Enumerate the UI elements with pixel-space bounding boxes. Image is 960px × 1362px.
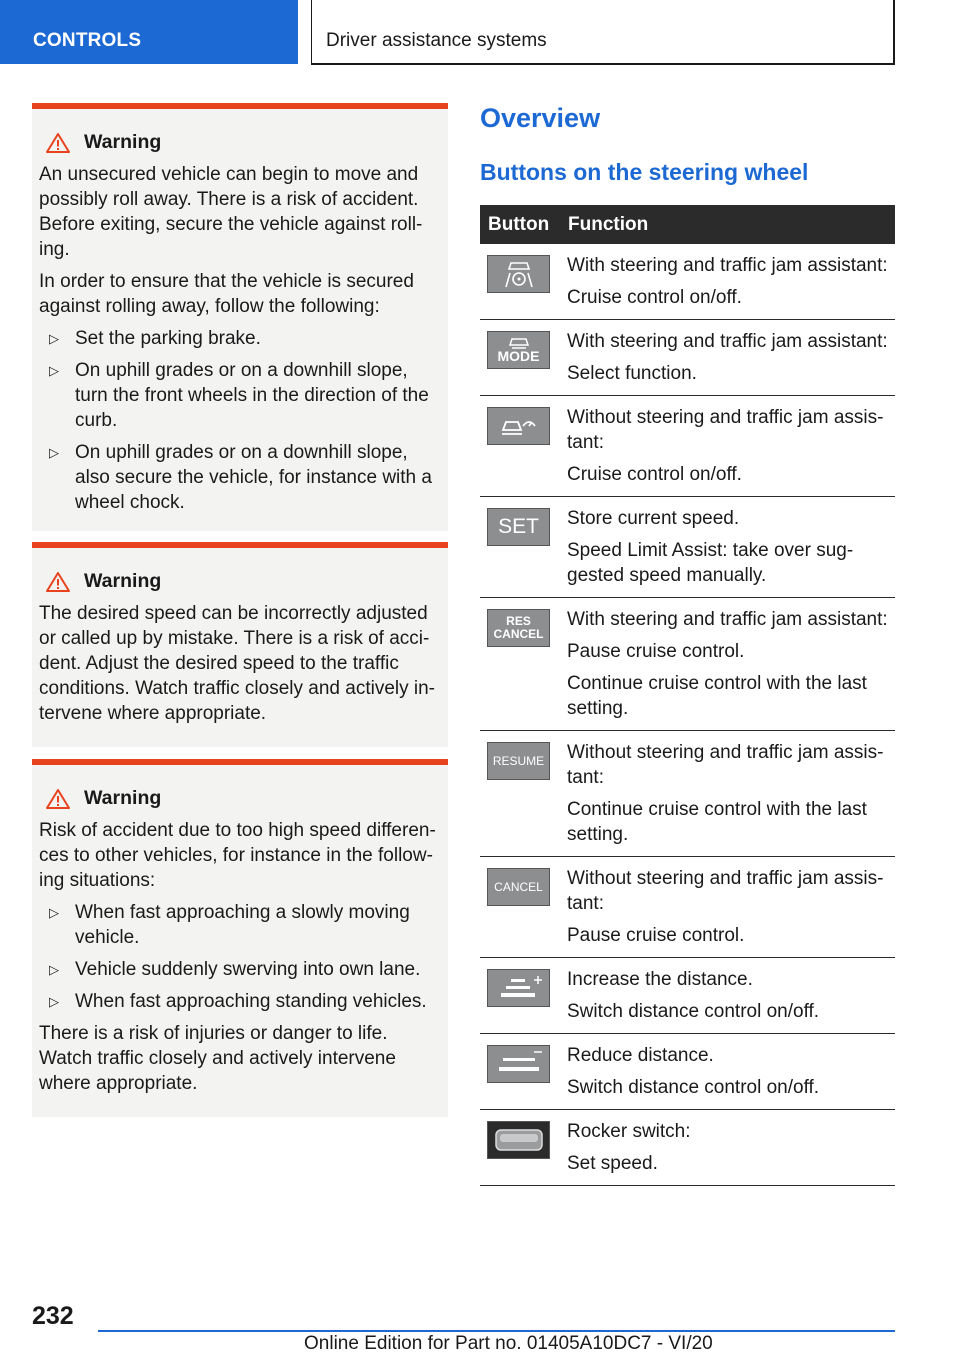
table-row (480, 857, 895, 958)
function-text: With steering and traffic jam assistant: (567, 609, 888, 630)
cruise-control-icon (487, 407, 550, 445)
function-text: Reduce distance. (567, 1045, 714, 1066)
table-row (480, 497, 895, 598)
warning-heading (39, 787, 438, 810)
overview-heading: Overview (480, 103, 601, 133)
warning-heading (39, 131, 438, 154)
warning-title: Warning (84, 131, 162, 153)
function-text: Switch distance control on/off. (567, 1001, 820, 1022)
warning-triangle-icon (45, 132, 71, 154)
function-text: Continue cruise control with the last setting. (567, 799, 867, 845)
function-text: Without steering and traffic jam assis-tant: (567, 868, 884, 914)
warning-box-3 (32, 759, 448, 1117)
warning-title: Warning (84, 787, 162, 809)
res-cancel-button-icon (487, 609, 550, 647)
chapter-title: Driver assistance systems (326, 30, 547, 51)
mode-label: MODE (497, 347, 540, 364)
warning-triangle-icon (45, 788, 71, 810)
list-item: ▷ When fast approaching standing vehicles. (39, 989, 438, 1014)
overview-subheading: Buttons on the steering wheel (480, 159, 809, 185)
list-item: ▷ On uphill grades or on a downhill slope, also secure the vehicle, for instance with a wheel chock. (39, 440, 438, 515)
list-item: ▷ Vehicle suddenly swerving into own lane. (39, 957, 438, 982)
function-text: Continue cruise control with the last setting. (567, 673, 867, 719)
table-row (480, 396, 895, 497)
function-text: Speed Limit Assist: take over sug-gested speed manually. (567, 540, 854, 586)
rocker-switch-icon (487, 1121, 550, 1159)
mode-button-icon (487, 331, 550, 369)
section-tab (0, 0, 298, 64)
column-header-button: Button (480, 205, 560, 244)
distance-decrease-icon (487, 1045, 550, 1083)
table-row (480, 244, 895, 320)
function-text: Cruise control on/off. (567, 464, 742, 485)
warning-title: Warning (84, 570, 162, 592)
table-row (480, 731, 895, 857)
function-text: Rocker switch: (567, 1121, 691, 1142)
list-item: ▷ On uphill grades or on a downhill slope, turn the front wheels in the direction of the curb. (39, 358, 438, 433)
warning-heading (39, 570, 438, 593)
function-text: Switch distance control on/off. (567, 1077, 820, 1098)
function-text: Increase the distance. (567, 969, 753, 990)
warning-box-2 (32, 542, 448, 747)
distance-increase-icon (487, 969, 550, 1007)
function-text: Set speed. (567, 1153, 658, 1174)
warning-text: In order to ensure that the vehicle is secured against rolling away, follow the following: (39, 271, 414, 317)
chapter-header (311, 0, 895, 65)
set-label: SET (498, 515, 539, 538)
warning-text: The desired speed can be incorrectly adjusted or called up by mistake. There is a risk of acci-dent. Adjust the desired speed to the traffic conditions. Watch traffic closely and actively in-tervene where appropriate. (39, 603, 436, 724)
column-header-function: Function (560, 205, 895, 244)
warning-text: There is a risk of injuries or danger to life. Watch traffic closely and actively intervene where appropriate. (39, 1023, 396, 1094)
table-row (480, 598, 895, 731)
warning-box-1 (32, 103, 448, 531)
table-row (480, 1034, 895, 1110)
function-text: With steering and traffic jam assistant: (567, 255, 888, 276)
function-text: Pause cruise control. (567, 925, 745, 946)
warning-triangle-icon (45, 571, 71, 593)
warning-list (39, 326, 438, 515)
cancel-label: CANCEL (494, 880, 543, 894)
function-text: Select function. (567, 363, 697, 384)
function-text: Without steering and traffic jam assis-tant: (567, 407, 884, 453)
section-title: CONTROLS (33, 30, 142, 51)
function-text: With steering and traffic jam assistant: (567, 331, 888, 352)
cancel-button-icon (487, 868, 550, 906)
buttons-table (480, 205, 895, 1186)
function-text: Cruise control on/off. (567, 287, 742, 308)
list-item: ▷ When fast approaching a slowly moving vehicle. (39, 900, 438, 950)
list-item: ▷ Set the parking brake. (39, 326, 438, 351)
table-row (480, 320, 895, 396)
warning-list (39, 900, 438, 1014)
set-button-icon (487, 508, 550, 546)
table-header-row (480, 205, 895, 244)
warning-text: Risk of accident due to too high speed differen-ces to other vehicles, for instance in the follow-ing situations: (39, 820, 436, 891)
edition-info: Online Edition for Part no. 01405A10DC7 - VI/20 (304, 1333, 713, 1354)
resume-label: RESUME (492, 754, 545, 768)
page-number: 232 (32, 1302, 74, 1330)
footer-rule (98, 1330, 895, 1332)
table-row (480, 1110, 895, 1186)
function-text: Pause cruise control. (567, 641, 745, 662)
steering-assistant-icon (487, 255, 550, 293)
function-text: Store current speed. (567, 508, 740, 529)
warning-text: An unsecured vehicle can begin to move and possibly roll away. There is a risk of accident. Before exiting, secure the vehicle against roll-ing. (39, 164, 423, 260)
resume-button-icon (487, 742, 550, 780)
table-row (480, 958, 895, 1034)
res-cancel-label: RES CANCEL (493, 614, 544, 641)
function-text: Without steering and traffic jam assis-tant: (567, 742, 884, 788)
